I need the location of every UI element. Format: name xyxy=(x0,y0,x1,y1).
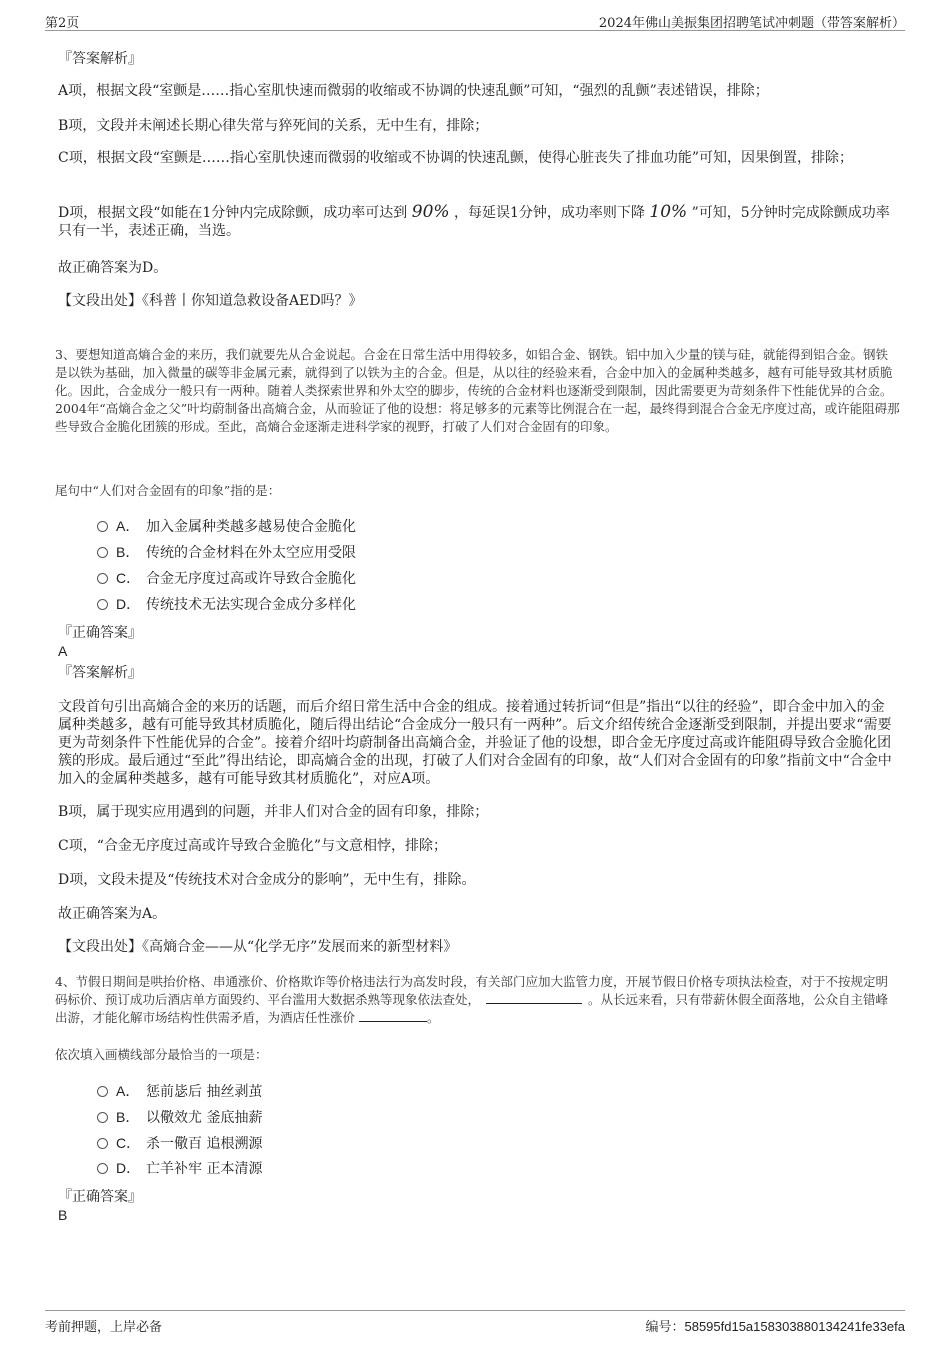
q2-analysis-b: B项，文段并未阐述长期心律失常与猝死间的关系，无中生有，排除； xyxy=(58,118,489,134)
q3-option-d[interactable]: D． 传统技术无法实现合金成分多样化 xyxy=(97,594,356,614)
q4-answer-label: 『正确答案』 xyxy=(58,1189,142,1205)
q3-option-c[interactable]: C． 合金无序度过高或许导致合金脆化 xyxy=(97,568,356,588)
q2-source: 【文段出处】《科普丨你知道急救设备AED吗？》 xyxy=(58,293,363,309)
q3-analysis-d: D项，文段未提及“传统技术对合金成分的影响”，无中生有，排除。 xyxy=(58,872,476,888)
radio-icon[interactable] xyxy=(97,599,108,610)
q3-conclusion: 故正确答案为A。 xyxy=(58,906,167,922)
page-footer xyxy=(45,1310,905,1339)
page-number: 第2页 xyxy=(45,16,80,31)
q3-analysis: 文段首句引出高熵合金的来历的话题，而后介绍日常生活中合金的组成。接着通过转折词“但是”指出“以往的经验”，即合金中加入的金属种类越多，越有可能导致其材质脆化，随后得出结论“合金成分一般只有一两种”。后文介绍传统合金逐渐受到限制，并提出要求“需要更为苛刻条件下性能优异的合金”。接着介绍叶均蔚制备出高熵合金，并验证了他的设想，即合金无序度过高或许能阻碍导致合金脆化团簇的形成。最后通过“至此”得出结论，即高熵合金的出现，打破了人们对合金固有的印象，故“人们对合金固有的印象”指前文中“合金中加入的金属种类越多，越有可能导致其材质脆化”，对应A项。 xyxy=(58,699,892,787)
q3-question: 尾句中“人们对合金固有的印象”指的是： xyxy=(55,483,281,498)
radio-icon[interactable] xyxy=(97,547,108,558)
footer-slogan: 考前押题，上岸必备 xyxy=(45,1320,163,1335)
radio-icon[interactable] xyxy=(97,1163,108,1174)
radio-icon[interactable] xyxy=(97,573,108,584)
q2-analysis-c: C项，根据文段“室颤是……指心室肌快速而微弱的收缩或不协调的快速乱颤，使得心脏丧失了排血功能”可知，因果倒置，排除； xyxy=(58,150,854,166)
radio-icon[interactable] xyxy=(97,1086,108,1097)
q4-option-b[interactable]: B． 以儆效尤 釜底抽薪 xyxy=(97,1107,262,1127)
q4-passage: 4、节假日期间是哄抬价格、串通涨价、价格欺诈等价格违法行为高发时段，有关部门应加大监管力度，开展节假日价格专项执法检查，对于不按规定明码标价、预订成功后酒店单方面毁约、平台滥用大数据杀熟等现象依法查处， 。从长远来看，只有带薪休假全面落地，公众自主错峰出游，才能化解市场结构性供需矛盾，为酒店任性涨价 。 xyxy=(55,974,889,1025)
q4-option-d[interactable]: D． 亡羊补牢 正本清源 xyxy=(97,1158,262,1178)
q4-option-c[interactable]: C． 杀一儆百 追根溯源 xyxy=(97,1133,262,1153)
blank-1[interactable] xyxy=(486,991,582,1004)
radio-icon[interactable] xyxy=(97,521,108,532)
q3-option-a[interactable]: A． 加入金属种类越多越易使合金脆化 xyxy=(97,516,356,536)
q2-analysis-label: 『答案解析』 xyxy=(58,51,142,67)
radio-icon[interactable] xyxy=(97,1138,108,1149)
q2-analysis-d: D项，根据文段“如能在1分钟内完成除颤，成功率可达到 90% ，每延误1分钟，成功率则下降 10% ”可知，5分钟时完成除颤成功率只有一半，表述正确，当选。 xyxy=(58,202,890,239)
q3-analysis-label: 『答案解析』 xyxy=(58,665,142,681)
document-title: 2024年佛山美振集团招聘笔试冲刺题（带答案解析） xyxy=(598,16,905,31)
q3-analysis-c: C项，“合金无序度过高或许导致合金脆化”与文意相悖，排除； xyxy=(58,838,448,854)
q3-option-b[interactable]: B． 传统的合金材料在外太空应用受限 xyxy=(97,542,356,562)
q2-conclusion: 故正确答案为D。 xyxy=(58,260,168,276)
blank-2[interactable] xyxy=(359,1009,427,1022)
radio-icon[interactable] xyxy=(97,1112,108,1123)
q3-source: 【文段出处】《高熵合金——从“化学无序”发展而来的新型材料》 xyxy=(58,939,458,955)
document-code: 编号：58595fd15a158303880134241fe33efa xyxy=(645,1319,905,1334)
q4-question: 依次填入画横线部分最恰当的一项是： xyxy=(55,1047,268,1062)
q3-answer: A xyxy=(58,643,68,659)
q4-option-a[interactable]: A． 惩前毖后 抽丝剥茧 xyxy=(97,1081,262,1101)
q3-passage: 3、要想知道高熵合金的来历，我们就要先从合金说起。合金在日常生活中用得较多，如铝合金、钢铁。铝中加入少量的镁与硅，就能得到铝合金。钢铁是以铁为基础，加入微量的碳等非金属元素，就得到了以铁为主的合金。但是，从以往的经验来看，合金中加入的金属种类越多，越有可能导致其材质脆化。因此，合金成分一般只有一两种。随着人类探索世界和外太空的脚步，传统的合金材料也逐渐受到限制，因此需要更为苛刻条件下性能优异的合金。2004年“高熵合金之父”叶均蔚制备出高熵合金，从而验证了他的设想：将足够多的元素等比例混合在一起，最终得到混合合金无序度过高，或许能阻碍那些导致合金脆化团簇的形成。至此，高熵合金逐渐走进科学家的视野，打破了人们对合金固有的印象。 xyxy=(55,347,900,434)
q4-answer: B xyxy=(58,1207,68,1223)
page-header xyxy=(45,8,905,31)
q3-analysis-b: B项，属于现实应用遇到的问题，并非人们对合金的固有印象，排除； xyxy=(58,804,489,820)
percent-10: 10% xyxy=(649,202,688,222)
q2-analysis-a: A项，根据文段“室颤是……指心室肌快速而微弱的收缩或不协调的快速乱颤”可知，“强烈的乱颤”表述错误，排除； xyxy=(58,83,769,99)
q3-answer-label: 『正确答案』 xyxy=(58,625,142,641)
percent-90: 90% xyxy=(411,202,450,222)
